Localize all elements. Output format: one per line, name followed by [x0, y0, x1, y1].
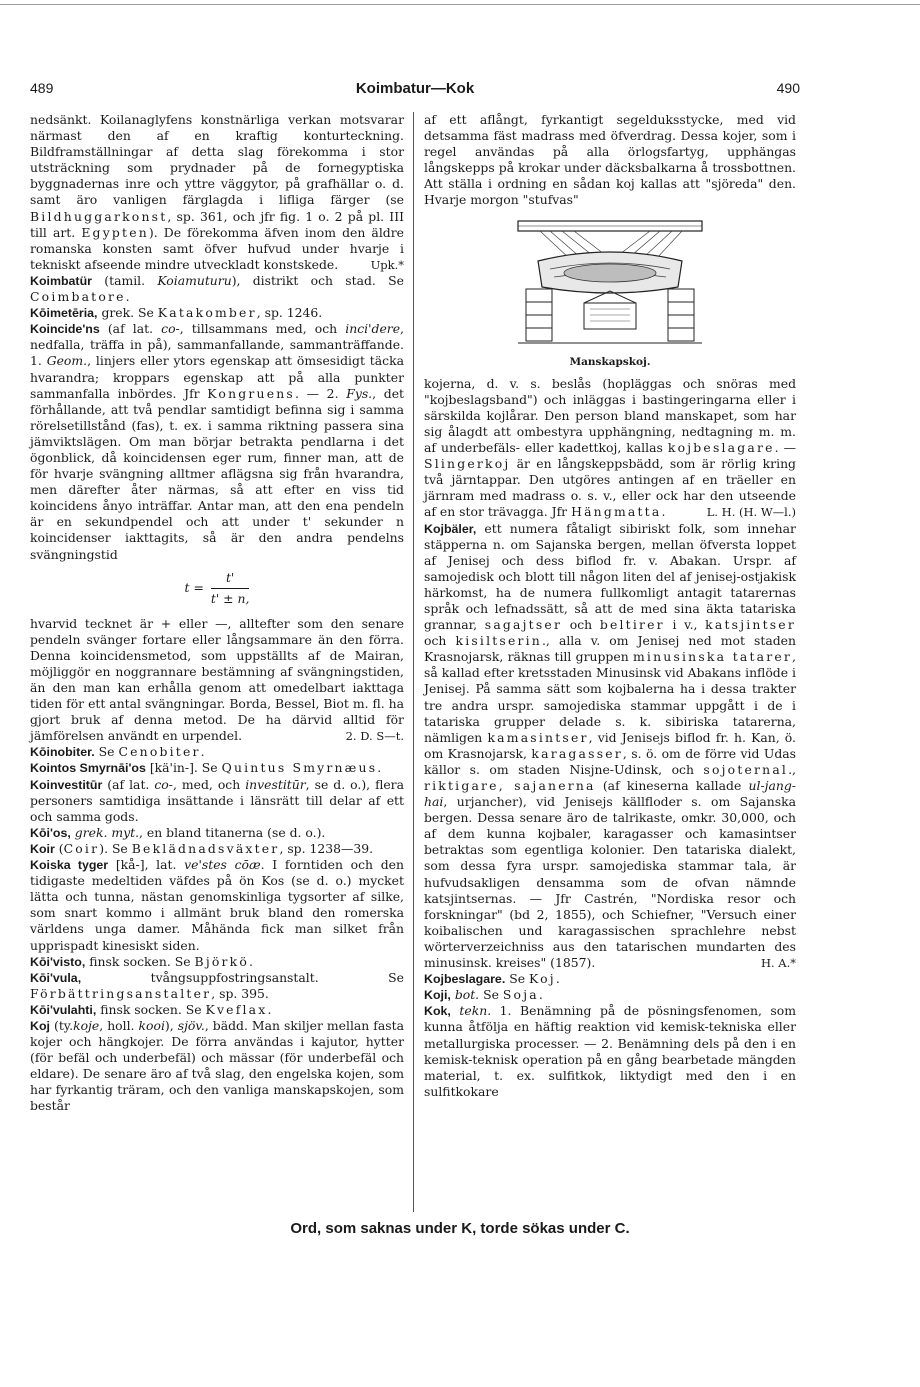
entry-koimeteria: Kōimetēria, grek. Se Katakomber, sp. 1246.: [30, 305, 323, 321]
entry-kojbeslagare: Kojbeslagare. Se Koj.: [424, 971, 560, 987]
headword: Kōinobiter.: [30, 745, 95, 760]
coincidence-formula: t = t' t' ± n,: [184, 569, 250, 606]
hammock-illustration: [510, 217, 710, 352]
author-signature: L. H. (H. W—l.): [706, 505, 796, 520]
headword: Kōi'vulahti,: [30, 1002, 97, 1017]
entry-koinobiter: Kōinobiter. Se Cenobiter.: [30, 744, 205, 760]
entry-kok: Kok, tekn. 1. Benämning på de pösningsfenomen, som kunna åtfölja en häftig reaktion vid kemisk-tekniska eller metallurgiska processer. — 2. Benämning dels på den i en kemisk-teknisk operation på en gång bearbetade mängden material, t. ex. sulfitkok, liktydigt med den i en sulfitkokare: [424, 1003, 796, 1099]
entry-koivula: Kōi'vula, tvångsuppfostringsanstalt. Se Förbättringsanstalter, sp. 395.: [30, 969, 404, 1001]
entry-koj: Koj (ty.koje, holl. kooi), sjöv., bädd. Man skiljer mellan fasta kojer och hängkojer. De förra användas i kajutor, hytter (för befäl och underbefäl) och mässar (för underbefäl och eldare). De senare äro af två slag, den engelska kojen, som har fyrkantig träram, och den vanliga manskapskojen, som består: [30, 1017, 404, 1114]
headword: Koimbatür: [30, 273, 92, 288]
headword: Koinvestitūr: [30, 777, 103, 792]
headword: Kōimetēria,: [30, 306, 98, 321]
headword: Kōi'visto,: [30, 954, 86, 969]
page-footer-note: Ord, som saknas under K, torde sökas under C.: [290, 1220, 630, 1237]
headword: Koiska tyger: [30, 858, 109, 873]
entry-koivisto: Kōi'visto, finsk socken. Se Björkö.: [30, 953, 253, 969]
entry-koinvestitur: Koinvestitūr (af lat. co-, med, och investitūr, se d. o.), flera personers samtidiga insättande i länsrätt till delar af ett och samma gods.: [30, 776, 404, 824]
headword: Kointos Smyrnāi'os: [30, 761, 146, 776]
entry-koir: Koir (Coir). Se Beklädnadsväxter, sp. 1238—39.: [30, 840, 374, 856]
headword: Kojbeslagare.: [424, 972, 506, 987]
right-column: [424, 112, 796, 1100]
figure-manskapskoj: [424, 217, 796, 370]
continued-article: nedsänkt. Koilanaglyfens konstnärliga verkan motsvarar närmast den af en kraftig konturteckning. Bildframställningar af detta slag förekomma i stor utsträckning som prydnader på de fornegyptiska byggnadernas inre och yttre väggytor, på grafhällar o. d. samt äro vanligen färglagda i lifliga färger (se Bildhuggarkonst, sp. 361, och jfr fig. 1 o. 2 på pl. III till art. Egypten). De förekomma äfven inom den äldre romanska konsten samt öfver hufvud under hvarje i tekniskt afseende mindre utveckladt konstskede. Upk.*: [30, 112, 404, 272]
figure-caption: Manskapskoj.: [569, 355, 651, 368]
left-column: [30, 112, 404, 1115]
entry-kojbaler: Kojbäler, ett numera fåtaligt sibiriskt folk, som innehar stäpperna n. om Sajanska bergen, mellan öfversta loppet af Jenisej och dess biflod fr. v. Abakan. Urspr. af samojedisk och blott till någon liten del af jenisej-ostjakisk härkomst, ha de numera fullkomligt antagit tatarernas språk och lefnadssätt, så att de med sina äkta tatariska grannar, sagajtser och beltirer i v., katsjintser och kisiltserin., alla v. om Jenisej ned mot staden Krasnojarsk, räknas till gruppen minusinska tatarer, så kallad efter kretsstaden Minusinsk vid Abakans inflöde i Jenisej. På samma sätt som kojbalerna ha i dessa trakter tre andra urspr. samojediska stammar uppgått i de i tatariska grupper delade s. k. sibiriska tatarerna, nämligen kamasintser, vid Jenisejs biflod fr. h. Kan, ö. om Krasnojarsk, karagasser, s. ö. om de förre vid Udas källor s. om staden Nisjne-Udinsk, och sojoternal., riktigare, sajanerna (af kineserna kallade ul-jang-hai, urjancher), vid Jenisejs källfloder s. om Sajanska bergen. Dessa senare äro de talrikaste, omkr. 30,000, och af dem kunna kojbaler, karagasser och kamasintser betraktas som egentliga kolonier. Den tatariska dialekt, som dessa fyra urspr. samojediska stammar tala, är hufvudsakligen densamma som de ofvan nämnde katsjintsernas. — Jfr Castrén, "Nordiska resor och forskningar" (bd 2, 1855), och Schiefner, "Versuch einer koibalischen und karagassischen sprachlehre nebst wörterverzeichniss aus den tatarischen mundarten des minusinsk. kreises" (1857). H. A.*: [424, 520, 796, 971]
entry-koincidens: Koincide'ns (af lat. co-, tillsammans med, och inci'dere, nedfalla, träffa in på), sammanfallande, sammanträffande. 1. Geom., linjers eller ytors egenskap att ömsesidigt täcka hvarandra; kroppars egenskap att på alla punkter sammanfalla inbördes. Jfr Kongruens. — 2. Fys., det förhållande, att två pendlar samtidigt befinna sig i samma rörelsetillstånd (fas), t. ex. i samma riktning passera sina jämviktslägen. Om man börjar betrakta pendlarna i det ögonblick, då koincidensen eger rum, finner man, att de för hvarje svängning alltmer aflägsna sig från hvarandra, men därefter åter närmas, så att efter en viss tid koincidens ånyo inträffar. Antar man, att den ena pendeln är en sekundpendel och att under t' sekunder n koincidenser iakttagits, så är den andra pendelns svängningstid: [30, 321, 405, 562]
entry-koji: Koji, bot. Se Soja.: [424, 987, 543, 1003]
headword: Koir: [30, 841, 55, 856]
headword: Koji,: [424, 988, 451, 1003]
running-title: Koimbatur—Kok: [355, 80, 475, 97]
page-number-left: 489: [30, 80, 54, 96]
headword: Koincide'ns: [30, 322, 100, 337]
headword: Kōi'os,: [30, 825, 71, 840]
headword: Kok,: [424, 1004, 451, 1019]
entry-koiska-tyger: Koiska tyger [kå-], lat. ve'stes cōæ. I forntiden och den tidigaste medeltiden väfdes på ön Kos (se d. o.) mycket lätta och tunna, nästan genomskinliga tygsorter af silke, som snart kommo i allmänt bruk bland den romerska världens unga damer. Måhända fick man silket från upprispadt kinesiskt siden.: [30, 857, 404, 953]
entry-koj-cont2: kojerna, d. v. s. beslås (hopläggas och snöras med "kojbeslagsband") och inläggas i bastingeringarna eller i särskilda kojlårar. Den person bland manskapet, som har sig ålagdt att ombestyra upphängning, nedtagning m. m. af underbefäls- eller kadettkoj, kallas kojbeslagare. — Slingerkoj är en långskeppsbädd, som är rörlig kring två järntappar. Den utgöres antingen af en träeller en järnram med madrass o. s. v., eller ock har den utseende af en stor trävagga. Jfr Hängmatta. L. H. (H. W—l.): [424, 375, 796, 520]
column-divider: [413, 112, 414, 1212]
entry-kointos: Kointos Smyrnāi'os [kä'in-]. Se Quintus Smyrnæus.: [30, 760, 382, 776]
headword: Kojbäler,: [424, 521, 477, 536]
entry-koimbatur: Koimbatür (tamil. Koiamuturu), distrikt och stad. Se Coimbatore.: [30, 272, 404, 305]
author-signature: 2. D. S—t.: [345, 729, 404, 744]
entry-koivulahti: Kōi'vulahti, finsk socken. Se Kveflax.: [30, 1001, 272, 1017]
top-rule: [0, 4, 920, 5]
entry-koj-cont: af ett aflångt, fyrkantigt segelduksstycke, med vid detsamma fäst madrass med öfverdrag. Dessa kojer, som i regel användas på alla örlogsfartyg, upphängas långskepps på krokar under däcksbalkarna å trossbottnen. Att ställa i ordning en sådan koj kallas att "sjöreda" den. Hvarje morgon "stufvas": [424, 112, 796, 208]
author-signature: Upk.*: [370, 257, 404, 272]
page-header: [30, 80, 800, 100]
entry-koios: Kōi'os, grek. myt., en bland titanerna (se d. o.).: [30, 824, 326, 840]
page-number-right: 490: [776, 80, 800, 96]
headword: Kōi'vula,: [30, 970, 82, 985]
author-signature: H. A.*: [760, 956, 796, 971]
headword: Koj: [30, 1018, 50, 1033]
entry-koincidens-cont: hvarvid tecknet är + eller —, alltefter som den senare pendeln svänger fortare eller långsammare än den förra. Denna koincidensmetod, som uppställts af de Mairan, möjliggör en noggrannare bestämning af svängningstiden, än den man kan erhålla genom att omedelbart iakttaga tiden för ett antal svängningar. Borda, Bessel, Biot m. fl. ha gjort bruk af denna metod. De ha därvid alltid för jämförelsen användt en urpendel. 2. D. S—t.: [30, 615, 404, 744]
